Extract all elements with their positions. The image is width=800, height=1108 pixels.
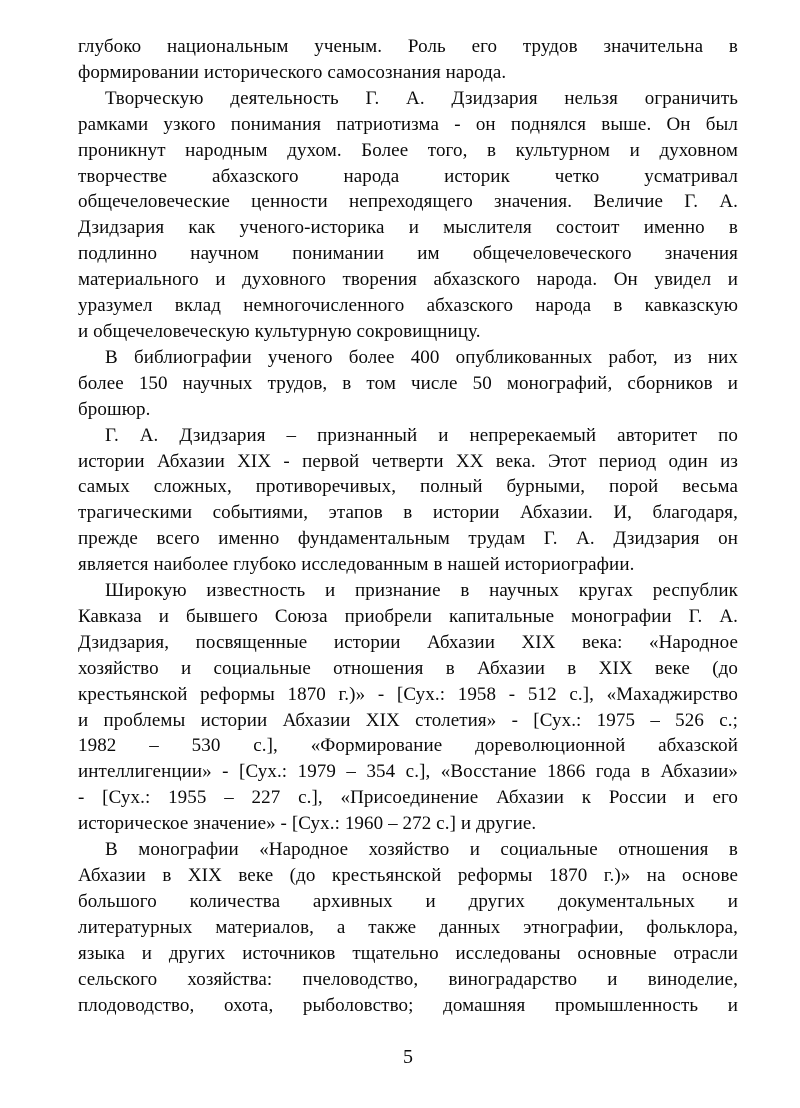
text-line: рамками узкого понимания патриотизма - он поднялся выше. Он был [78,113,738,135]
text-line: брошюр. [78,398,151,420]
text-line: уразумел вклад немногочисленного абхазского народа в кавказскую [78,295,738,317]
text-line: большого количества архивных и других документальных и [78,890,738,912]
text-line: Дзидзария, посвященные истории Абхазии XIX века: «Народное [78,631,738,653]
text-line: прежде всего именно фундаментальным трудам Г. А. Дзидзария он [78,528,738,550]
text-line: трагическими событиями, этапов в истории Абхазии. И, благодаря, [78,502,738,524]
text-line: литературных материалов, а также данных этнографии, фольклора, [78,916,738,938]
text-line: Творческую деятельность Г. А. Дзидзария нельзя ограничить [105,87,738,109]
text-line: - [Сух.: 1955 – 227 с.], «Присоединение Абхазии к России и его [78,787,738,809]
text-line: и проблемы истории Абхазии XIX столетия» - [Сух.: 1975 – 526 с.; [78,709,738,731]
text-line: В библиографии ученого более 400 опубликованных работ, из них [105,346,738,368]
text-line: историческое значение» - [Сух.: 1960 – 272 с.] и другие. [78,813,537,835]
text-line: и общечеловеческую культурную сокровищницу. [78,320,481,342]
text-line: Дзидзария как ученого-историка и мыслителя состоит именно в [78,217,738,239]
text-line: плодоводство, охота, рыболовство; домашняя промышленность и [78,994,738,1016]
text-line: Абхазии в XIX веке (до крестьянской реформы 1870 г.)» на основе [78,865,738,886]
paragraph [78,423,738,578]
text-line: В монографии «Народное хозяйство и социальные отношения в [105,839,738,861]
text-line: интеллигенции» - [Сух.: 1979 – 354 с.], «Восстание 1866 года в Абхазии» [78,761,738,783]
paragraph [78,86,738,345]
paragraph [78,345,738,423]
text-line: формировании исторического самосознания народа. [78,61,507,83]
text-line: самых сложных, противоречивых, полный бурными, порой весьма [78,476,738,498]
page-number: 5 [403,1046,413,1068]
text-line: творчестве абхазского народа историк четко усматривал [78,165,738,187]
text-line: материального и духовного творения абхазского народа. Он увидел и [78,269,738,291]
text-line: является наиболее глубоко исследованным в нашей историографии. [78,554,635,576]
text-line: 1982 – 530 с.], «Формирование дореволюционной абхазской [78,735,738,757]
text-line: истории Абхазии XIX - первой четверти XX века. Этот период один из [78,450,738,472]
text-line: хозяйство и социальные отношения в Абхазии в XIX веке (до [78,657,738,679]
text-line: проникнут народным духом. Более того, в культурном и духовном [78,139,738,161]
paragraph [78,578,738,837]
text-line: более 150 научных трудов, в том числе 50 монографий, сборников и [78,372,738,394]
page-text-block [78,34,738,1018]
text-line: сельского хозяйства: пчеловодство, виноградарство и виноделие, [78,968,738,990]
text-line: Широкую известность и признание в научных кругах республик [105,580,738,602]
text-line: общечеловеческие ценности непреходящего значения. Величие Г. А. [78,191,738,213]
text-line: подлинно научном понимании им общечеловеческого значения [78,243,738,265]
text-line: глубоко национальным ученым. Роль его трудов значительна в [78,36,738,57]
text-line: Г. А. Дзидзария – признанный и непререкаемый авторитет по [105,424,738,446]
paragraph [78,34,738,86]
text-line: Кавказа и бывшего Союза приобрели капитальные монографии Г. А. [78,605,738,627]
text-line: крестьянской реформы 1870 г.)» - [Сух.: 1958 - 512 с.], «Махаджирство [78,683,738,705]
paragraph [78,837,738,1018]
text-line: языка и других источников тщательно исследованы основные отрасли [78,942,738,964]
